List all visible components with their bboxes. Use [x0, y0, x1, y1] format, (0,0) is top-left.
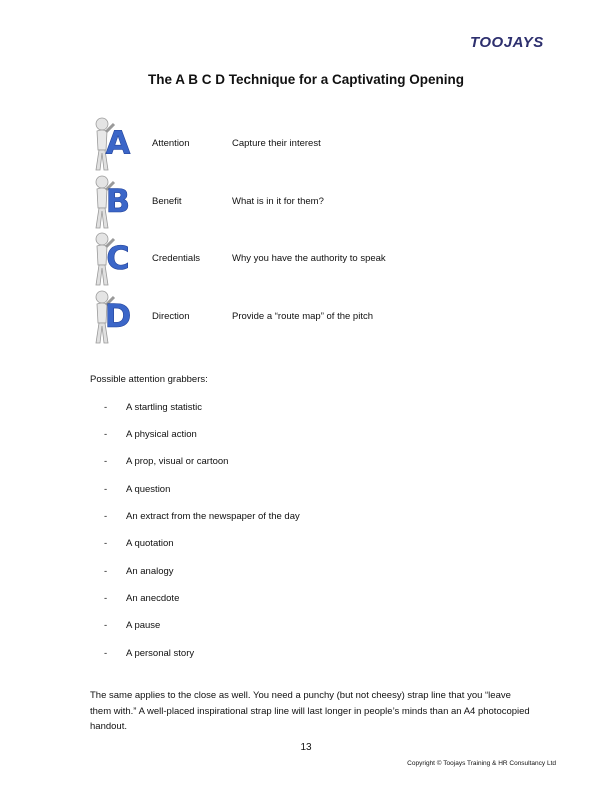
- list-item-text: A personal story: [126, 648, 195, 659]
- abcd-term: Attention: [152, 138, 190, 149]
- list-item: [104, 593, 179, 604]
- list-item-text: A question: [126, 484, 171, 495]
- abcd-term: Direction: [152, 311, 190, 322]
- figure-letter-a-icon: [88, 116, 134, 174]
- list-dash: -: [104, 511, 108, 522]
- list-item: [104, 511, 300, 522]
- list-dash: -: [104, 456, 108, 467]
- abcd-description: Capture their interest: [232, 138, 321, 149]
- list-dash: -: [104, 593, 108, 604]
- grabbers-heading: Possible attention grabbers:: [90, 374, 208, 385]
- list-item: [104, 429, 197, 440]
- list-dash: -: [104, 566, 108, 577]
- page-number: 13: [300, 742, 312, 753]
- list-item: [104, 620, 160, 631]
- list-dash: -: [104, 429, 108, 440]
- list-item-text: A startling statistic: [126, 402, 203, 413]
- list-dash: -: [104, 648, 108, 659]
- list-item-text: An anecdote: [126, 593, 180, 604]
- abcd-row-benefit: [88, 174, 528, 232]
- list-item-text: An extract from the newspaper of the day: [126, 511, 300, 522]
- abcd-description: Provide a “route map” of the pitch: [232, 311, 373, 322]
- list-dash: -: [104, 484, 108, 495]
- brand-logo: TOOJAYS: [470, 34, 544, 51]
- abcd-row-credentials: [88, 231, 528, 289]
- figure-letter: B: [105, 182, 131, 220]
- closing-paragraph: The same applies to the close as well. You need a punchy (but not cheesy) strap line that you “leave them with.” A well-placed inspirational strap line will last longer in people’s minds than an A4 photocopied handout.: [90, 690, 530, 732]
- list-item-text: A pause: [126, 620, 161, 631]
- list-item-text: An analogy: [126, 566, 174, 577]
- list-item: [104, 538, 174, 549]
- abcd-description: What is in it for them?: [232, 196, 324, 207]
- figure-letter-b-icon: [88, 174, 134, 232]
- figure-letter-d-icon: [88, 289, 134, 347]
- list-item: [104, 456, 228, 467]
- list-item: [104, 648, 194, 659]
- figure-letter-c-icon: [88, 231, 134, 289]
- list-dash: -: [104, 538, 108, 549]
- list-item-text: A physical action: [126, 429, 197, 440]
- list-item: [104, 566, 174, 577]
- page-title: The A B C D Technique for a Captivating Opening: [147, 72, 464, 87]
- list-dash: -: [104, 402, 108, 413]
- abcd-term: Benefit: [152, 196, 182, 207]
- copyright-notice: Copyright © Toojays Training & HR Consultancy Ltd: [407, 760, 556, 767]
- figure-letter: C: [106, 239, 130, 277]
- list-dash: -: [104, 620, 108, 631]
- list-item: [104, 484, 170, 495]
- abcd-row-attention: [88, 116, 528, 174]
- list-item-text: A quotation: [126, 538, 174, 549]
- abcd-description: Why you have the authority to speak: [232, 253, 386, 264]
- figure-letter: D: [104, 297, 132, 335]
- abcd-row-direction: [88, 289, 528, 347]
- list-item: [104, 402, 202, 413]
- figure-letter: A: [105, 124, 131, 162]
- abcd-term: Credentials: [152, 253, 201, 264]
- list-item-text: A prop, visual or cartoon: [126, 456, 229, 467]
